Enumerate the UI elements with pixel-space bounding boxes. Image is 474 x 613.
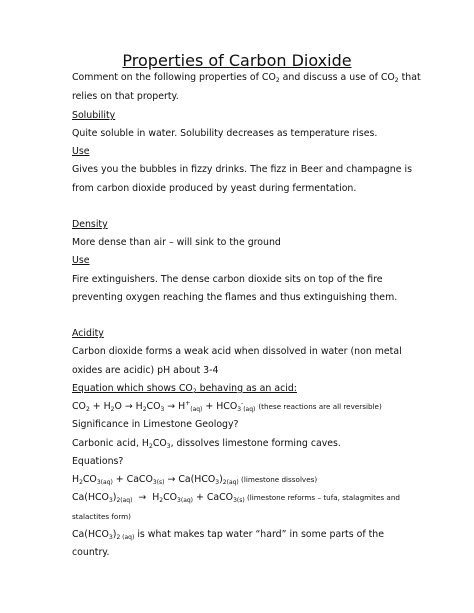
equation-heading: Equation which shows $CO_2$ behaving as an acid: (72, 383, 297, 395)
density-heading: Density (72, 219, 108, 230)
page-title: Properties of Carbon Dioxide (122, 51, 352, 70)
solubility-text: Quite soluble in water. Solubility decreases as temperature rises. (72, 128, 378, 139)
arrow-icon: → (132, 492, 153, 503)
equation-limestone-dissolves: $H_2CO_{3(aq)}$ + CaCO$_{3(s)}$ → $Ca(HCO_3)_{2(aq)}$ (limestone dissolves) (72, 474, 318, 486)
density-use-line-2: preventing oxygen reaching the flames and thus extinguishing them. (72, 292, 398, 303)
density-use-heading: Use (72, 255, 90, 266)
equation-limestone-reforms-note: stalactites form) (72, 512, 131, 521)
density-text: More dense than air – will sink to the ground (72, 237, 281, 248)
hard-water-line-1: $Ca(HCO_3)_{2 (aq)}$ is what makes tap water “hard” in some parts of the (72, 529, 384, 541)
equation-co2-acid: $CO_2 + H_2O \to H_2CO_3 \to H^+_{(aq)} + HCO_3^-_{(aq)}$ (these reactions are all reversible) (72, 400, 382, 413)
solubility-use-heading: Use (72, 146, 90, 157)
solubility-use-line-1: Gives you the bubbles in fizzy drinks. The fizz in Beer and champagne is (72, 164, 412, 175)
equation-limestone-reforms: $Ca(HCO_3)_{2(aq)} \to H_2CO_{3(aq)}$ + CaCO$_{3(s)}$ (limestone reforms – tufa, stalagmites and (72, 492, 400, 504)
arrow-icon: → (164, 401, 179, 412)
carbonic-acid-line: Carbonic acid, $H_2CO_3$, dissolves limestone forming caves. (72, 438, 341, 450)
solubility-use-line-2: from carbon dioxide produced by yeast during fermentation. (72, 183, 357, 194)
acidity-line-2: oxides are acidic) pH about 3-4 (72, 365, 219, 376)
reversible-note: (these reactions are all reversible) (258, 402, 382, 411)
density-use-line-1: Fire extinguishers. The dense carbon dioxide sits on top of the fire (72, 274, 383, 285)
intro-line-2: relies on that property. (72, 91, 179, 102)
acidity-line-1: Carbon dioxide forms a weak acid when dissolved in water (non metal (72, 346, 402, 357)
hard-water-line-2: country. (72, 547, 110, 558)
equations-label: Equations? (72, 456, 124, 467)
significance-line: Significance in Limestone Geology? (72, 419, 239, 430)
arrow-icon: → (164, 474, 179, 485)
arrow-icon: → (124, 401, 133, 412)
acidity-heading: Acidity (72, 328, 104, 339)
intro-line-1: Comment on the following properties of $CO_2$ and discuss a use of $CO_2$ that (72, 72, 421, 84)
solubility-heading: Solubility (72, 110, 116, 121)
